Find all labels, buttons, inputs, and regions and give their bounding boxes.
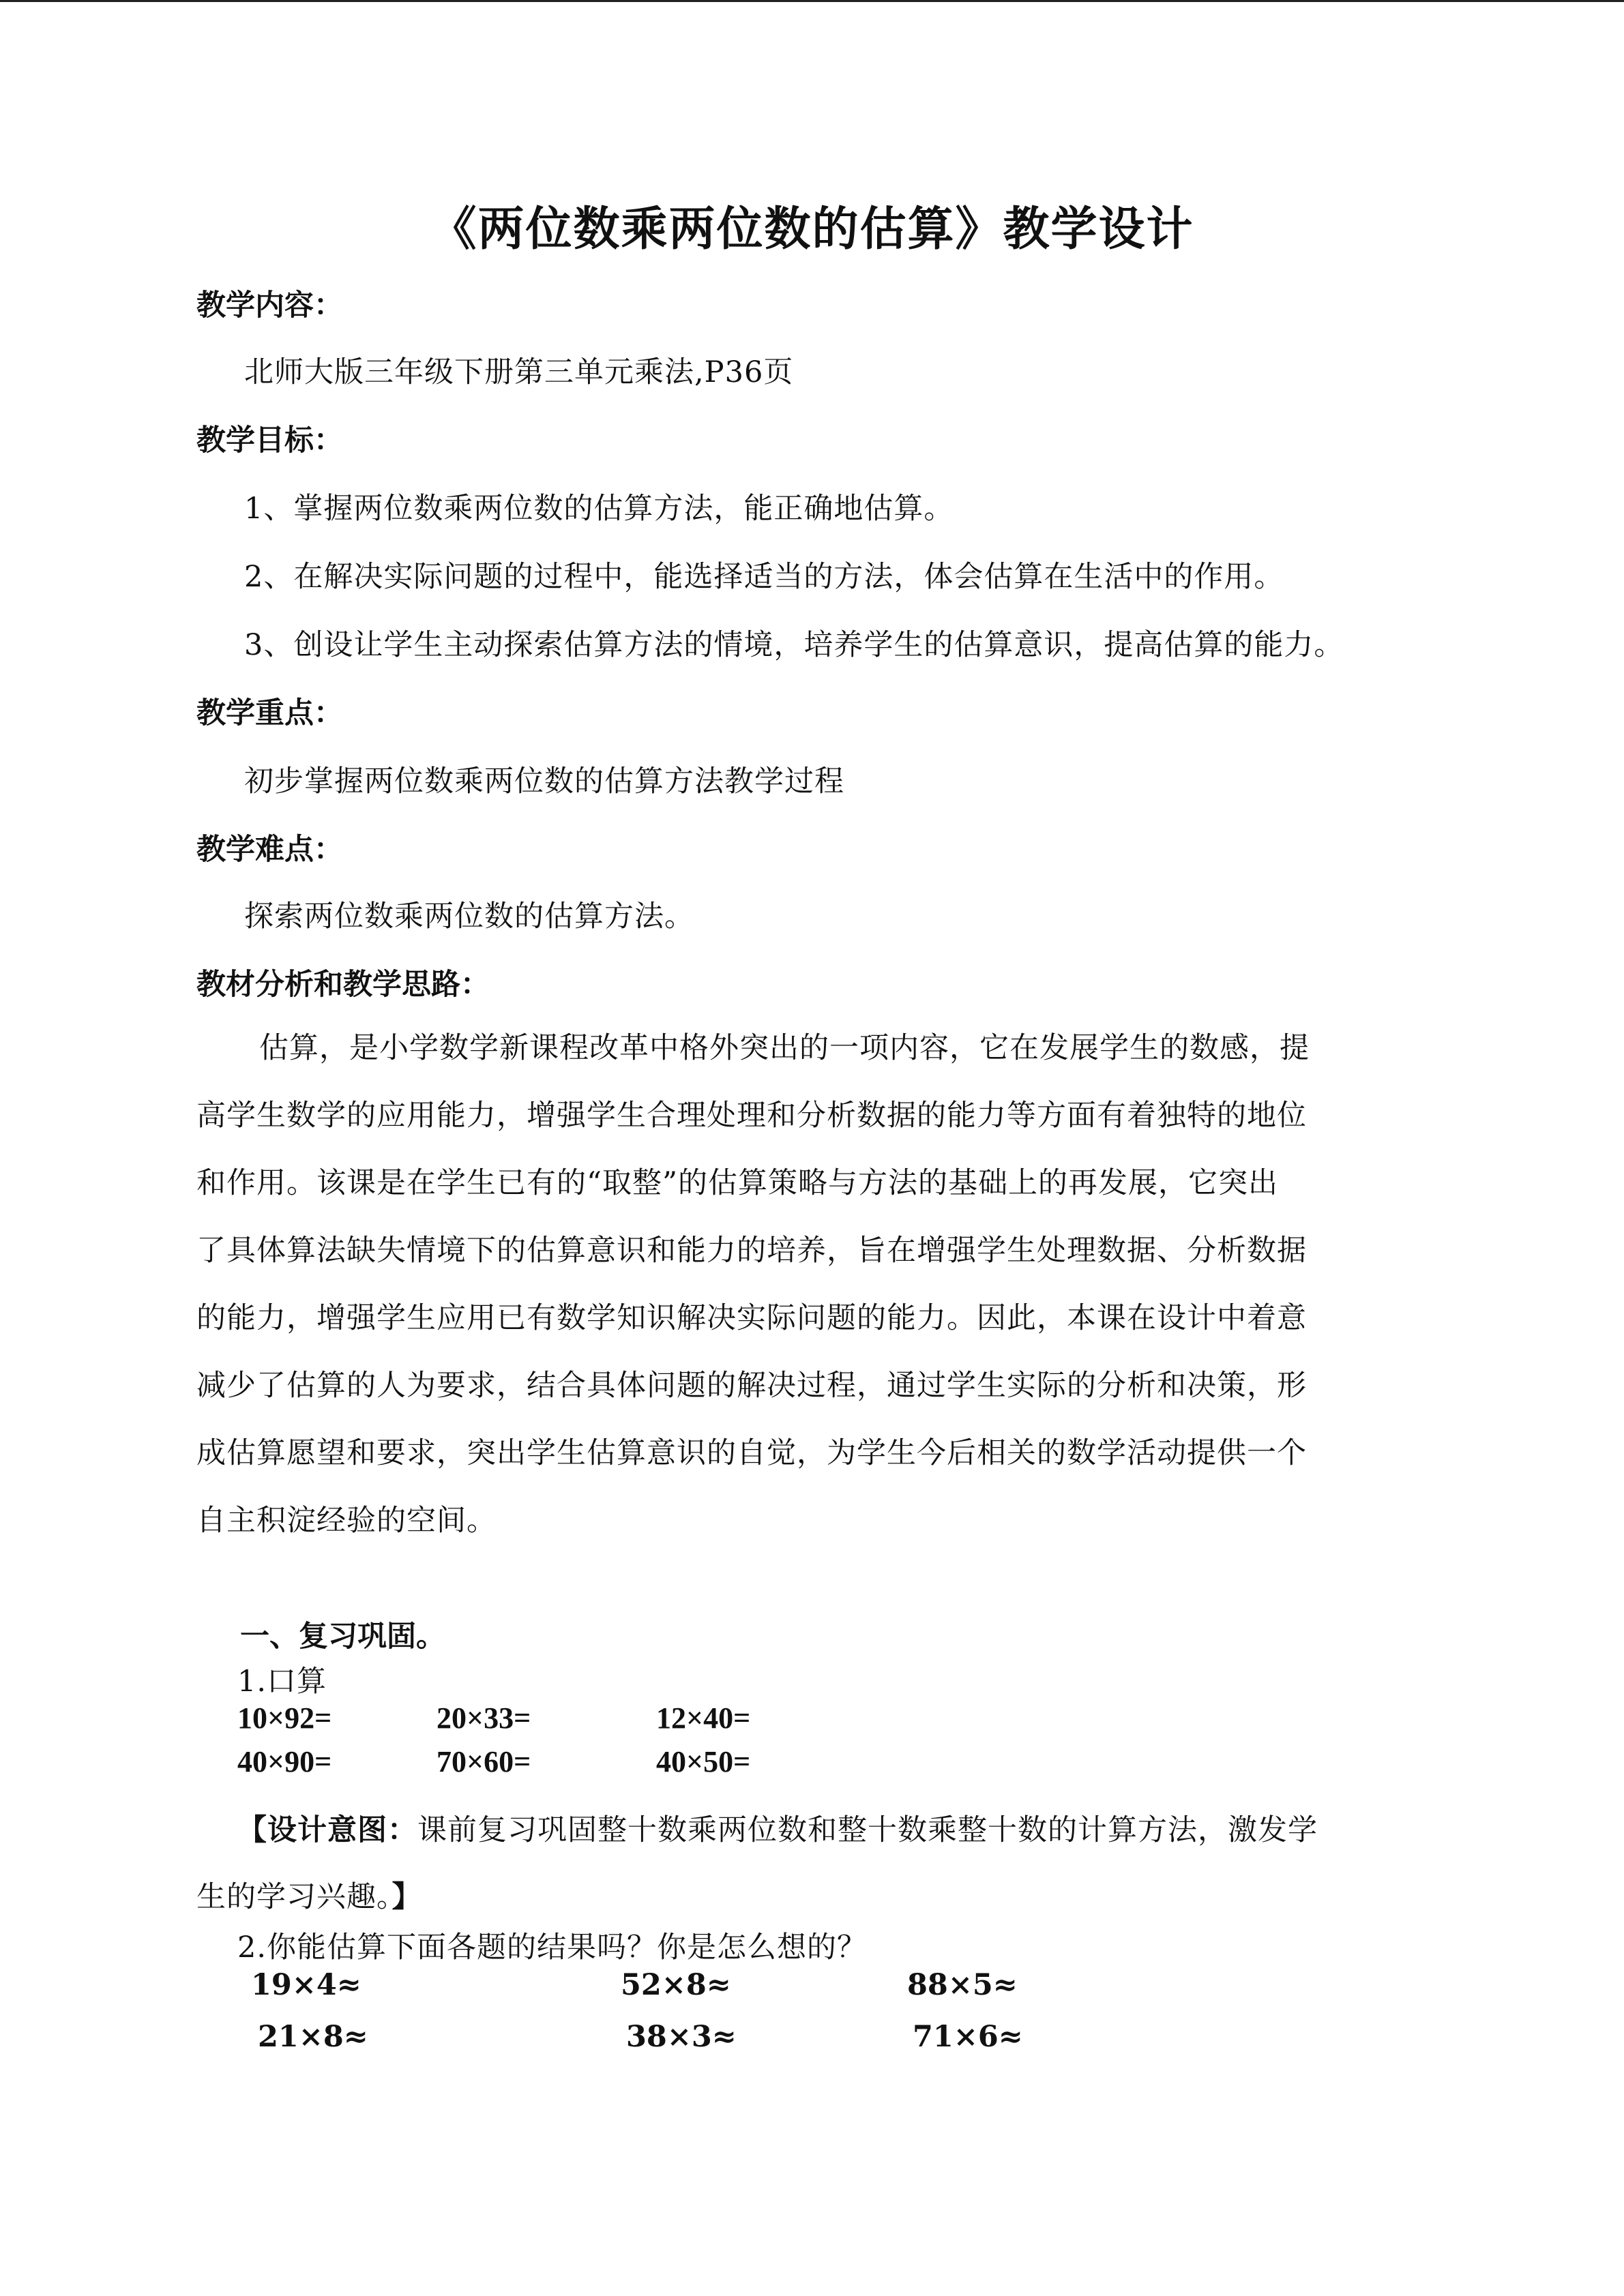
estimate-problem: 19×4≈ — [251, 1968, 361, 2002]
design-intent-text: 课前复习巩固整十数乘两位数和整十数乘整十数的计算方法，激发学 — [417, 1813, 1318, 1847]
key-point-text: 初步掌握两位数乘两位数的估算方法教学过程 — [244, 764, 844, 799]
difficulty-text: 探索两位数乘两位数的估算方法。 — [244, 899, 694, 934]
oral-calc-label: 1.口算 — [237, 1665, 327, 1699]
analysis-line: 的能力，增强学生应用已有数学知识解决实际问题的能力。因此，本课在设计中着意 — [196, 1301, 1307, 1335]
oral-problem: 70×60= — [437, 1745, 531, 1778]
design-intent-label: 【设计意图： — [237, 1813, 417, 1847]
estimate-prompt: 2.你能估算下面各题的结果吗？你是怎么想的？ — [237, 1930, 868, 1965]
analysis-line: 高学生数学的应用能力，增强学生合理处理和分析数据的能力等方面有着独特的地位 — [196, 1099, 1307, 1133]
goal-item-2: 2、在解决实际问题的过程中，能选择适当的方法，体会估算在生活中的作用。 — [244, 560, 1284, 594]
analysis-line: 和作用。该课是在学生已有的“取整”的估算策略与方法的基础上的再发展，它突出 — [196, 1166, 1278, 1200]
oral-problem: 40×90= — [237, 1745, 332, 1778]
analysis-line: 减少了估算的人为要求，结合具体问题的解决过程，通过学生实际的分析和决策，形 — [196, 1369, 1307, 1403]
analysis-line: 成估算愿望和要求，突出学生估算意识的自觉，为学生今后相关的数学活动提供一个 — [196, 1436, 1307, 1470]
heading-analysis: 教材分析和教学思路： — [196, 968, 490, 1002]
design-intent-line-1 — [237, 1807, 1318, 1849]
heading-teaching-content: 教学内容： — [196, 288, 343, 323]
oral-problem: 12×40= — [656, 1701, 751, 1735]
estimate-problem: 71×6≈ — [913, 2020, 1023, 2054]
heading-teaching-goals: 教学目标： — [196, 423, 343, 458]
design-intent-text-end: 生的学习兴趣。 — [196, 1880, 392, 1914]
heading-difficulty: 教学难点： — [196, 833, 343, 867]
estimate-problem: 38×3≈ — [626, 2020, 737, 2054]
estimate-problem: 52×8≈ — [621, 1968, 731, 2002]
top-border-line — [0, 0, 1624, 2]
goal-item-3: 3、创设让学生主动探索估算方法的情境，培养学生的估算意识，提高估算的能力。 — [244, 628, 1344, 662]
design-intent-close: 】 — [392, 1880, 422, 1914]
oral-problem: 10×92= — [237, 1701, 332, 1735]
analysis-paragraph — [196, 1015, 1411, 1555]
oral-problem: 20×33= — [437, 1701, 531, 1735]
teaching-content-text: 北师大版三年级下册第三单元乘法,P36页 — [244, 355, 794, 389]
heading-review: 一、复习巩固。 — [240, 1620, 445, 1654]
analysis-line: 了具体算法缺失情境下的估算意识和能力的培养，旨在增强学生处理数据、分析数据 — [196, 1234, 1307, 1268]
analysis-line: 自主积淀经验的空间。 — [196, 1504, 497, 1538]
goal-item-1: 1、掌握两位数乘两位数的估算方法，能正确地估算。 — [244, 492, 954, 526]
analysis-line: 估算，是小学数学新课程改革中格外突出的一项内容，它在发展学生的数感，提 — [259, 1031, 1310, 1065]
oral-problem: 40×50= — [656, 1745, 751, 1778]
document-title: 《两位数乘两位数的估算》教学设计 — [430, 202, 1194, 256]
design-intent-line-2 — [196, 1874, 422, 1915]
estimate-problem: 21×8≈ — [258, 2020, 368, 2054]
estimate-problem: 88×5≈ — [907, 1968, 1018, 2002]
heading-key-point: 教学重点： — [196, 696, 343, 730]
